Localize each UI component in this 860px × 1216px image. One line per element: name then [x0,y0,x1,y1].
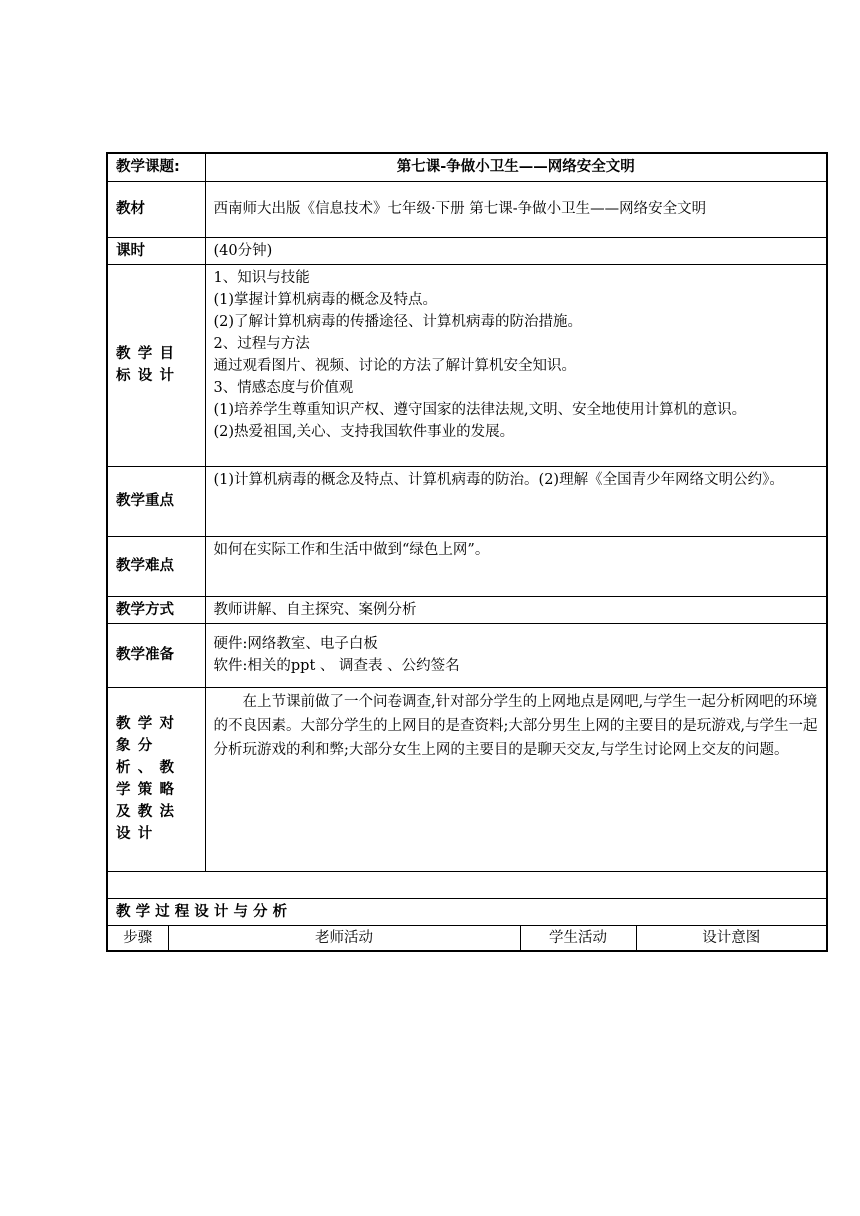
topic-row [107,153,827,181]
goals-line: (1)掌握计算机病毒的概念及特点。 [213,291,438,308]
analysis-value: 在上节课前做了一个问卷调查,针对部分学生的上网地点是网吧,与学生一起分析网吧的环境的不良因素。大部分学生的上网目的是查资料;大部分男生上网的主要目的是玩游戏,与学生一起分析玩游戏的利和弊;大部分女生上网的主要目的是聊天交友,与学生讨论网上交友的问题。 [205,687,827,871]
period-row [107,237,827,264]
process-header-table [108,926,826,950]
analysis-label: 教学对象分析、教学策略及教法设计 [107,687,205,871]
topic-value: 第七课-争做小卫生——网络安全文明 [205,153,827,181]
goals-line: (1)培养学生尊重知识产权、遵守国家的法律法规,文明、安全地使用计算机的意识。 [213,401,747,418]
topic-label: 教学课题: [107,153,205,181]
key-points-label: 教学重点 [107,466,205,536]
header-student-activity: 学生活动 [520,926,636,950]
prep-line: 硬件:网络教室、电子白板 [213,636,378,652]
goals-line: 1、知识与技能 [213,269,310,286]
textbook-row [107,181,827,237]
method-label: 教学方式 [107,596,205,623]
goals-label: 教学目标设计 [107,264,205,466]
goals-line: 2、过程与方法 [213,335,310,352]
method-row [107,596,827,623]
difficulty-row [107,536,827,596]
prep-line: 软件:相关的ppt 、 调查表 、公约签名 [213,658,460,674]
process-header-row [107,925,827,951]
header-teacher-activity: 老师活动 [168,926,520,950]
goals-line: 3、情感态度与价值观 [213,379,354,396]
process-title: 教学过程设计与分析 [107,898,827,925]
goals-line: 通过观看图片、视频、讨论的方法了解计算机安全知识。 [213,357,576,374]
difficulty-label: 教学难点 [107,536,205,596]
header-design-intent: 设计意图 [702,929,761,946]
prep-content [205,623,827,687]
period-label: 课时 [107,237,205,264]
goals-line: (2)了解计算机病毒的传播途径、计算机病毒的防治措施。 [213,313,583,330]
blank-cell [107,871,827,898]
header-step: 步骤 [108,926,168,950]
key-points-value: (1)计算机病毒的概念及特点、计算机病毒的防治。(2)理解《全国青少年网络文明公约》。 [205,466,827,536]
prep-row [107,623,827,687]
goals-line: (2)热爱祖国,关心、支持我国软件事业的发展。 [213,423,515,440]
goals-content [205,264,827,466]
goals-row [107,264,827,466]
prep-label: 教学准备 [107,623,205,687]
method-value: 教师讲解、自主探究、案例分析 [205,596,827,623]
process-title-row [107,898,827,925]
analysis-row [107,687,827,871]
process-header-cell [107,925,827,951]
textbook-label: 教材 [107,181,205,237]
period-value: (40分钟) [205,237,827,264]
key-points-row [107,466,827,536]
blank-row [107,871,827,898]
textbook-value: 西南师大出版《信息技术》七年级·下册 第七课-争做小卫生——网络安全文明 [205,181,827,237]
difficulty-value: 如何在实际工作和生活中做到“绿色上网”。 [205,536,827,596]
lesson-plan-table [106,152,828,952]
